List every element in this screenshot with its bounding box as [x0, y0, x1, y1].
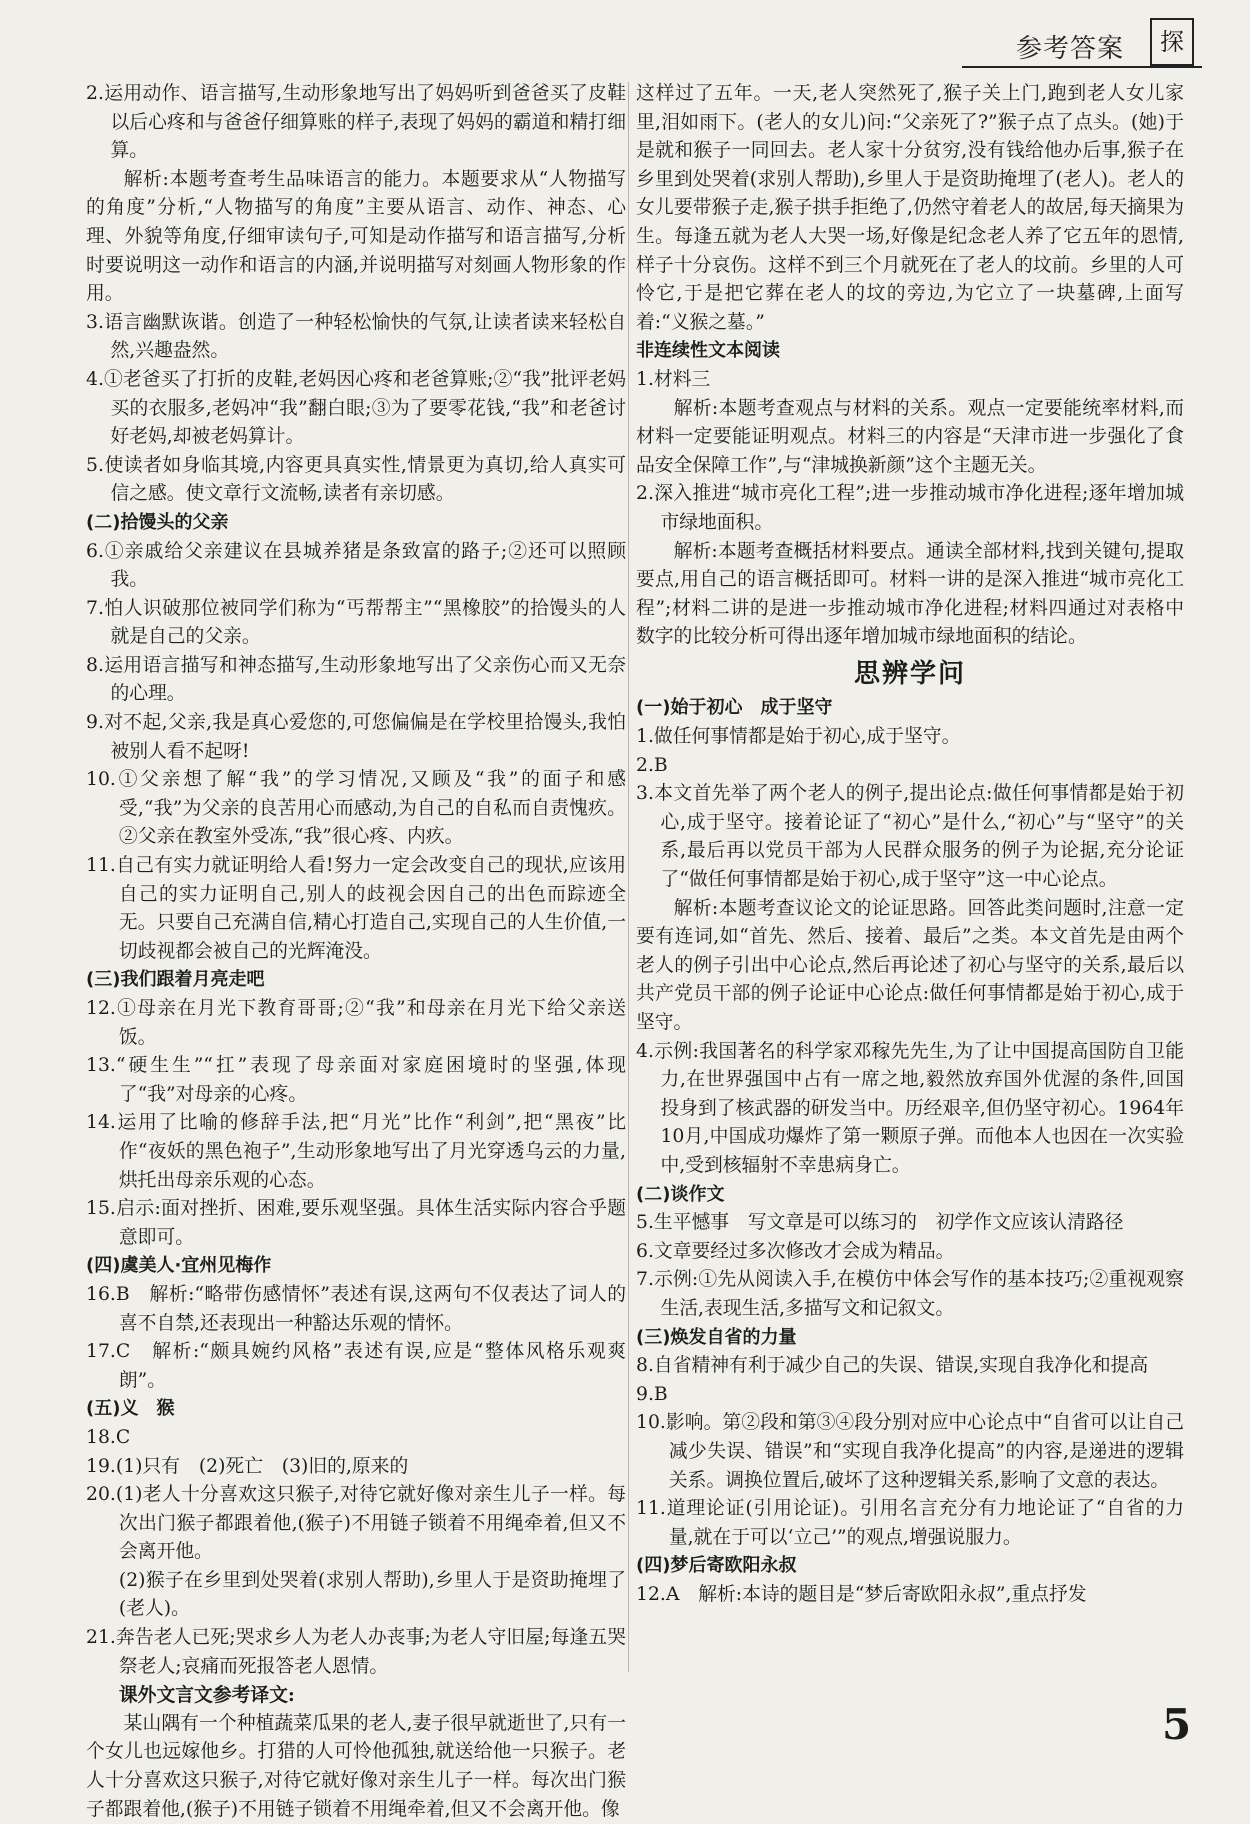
section-heading-5: (五)义 猴 [86, 1398, 175, 1420]
unit-title: 思辨学问 [853, 658, 966, 689]
sb-answer-2: 2.B [636, 754, 668, 776]
answer-9: 9.对不起,父亲,我是真心爱您的,可您偏偏是在学校里拾馒头,我怕被别人看不起呀! [86, 712, 626, 762]
nl-answer-1: 1.材料三 [636, 368, 711, 390]
answer-7: 7.怕人识破那位被同学们称为“丐帮帮主”“黑橡胶”的拾馒头的人就是自己的父亲。 [86, 597, 626, 648]
sb-answer-9: 9.B [636, 1383, 668, 1405]
answer-21: 21.奔告老人已死;哭求乡人为老人办丧事;为老人守旧屋;每逢五哭祭老人;哀痛而死报答老人恩情。 [86, 1627, 626, 1677]
page-header [0, 0, 1250, 80]
sb-answer-5: 5.生平憾事 写文章是可以练习的 初学作文应该认清路径 [636, 1212, 1124, 1234]
sb-answer-10: 10.影响。第②段和第③④段分别对应中心论点中“自省可以让自己减少失误、错误”和“实现自我净化提高”的内容,是递进的逻辑关系。调换位置后,破坏了这种逻辑关系,影响了文意的表达。 [636, 1412, 1184, 1491]
section-heading-1: (一)始于初心 成于坚守 [636, 697, 833, 719]
page-number: 5 [1162, 1700, 1192, 1749]
sb-answer-7: 7.示例:①先从阅读入手,在模仿中体会写作的基本技巧;②重视观察生活,表现生活,多描写文和记叙文。 [636, 1269, 1184, 1319]
answer-10: 10.①父亲想了解“我”的学习情况,又顾及“我”的面子和感受,“我”为父亲的良苦用心而感动,为自己的自私而自责愧疚。②父亲在教室外受冻,“我”很心疼、内疚。 [86, 769, 626, 848]
translation-heading: 课外文言文参考译文: [118, 1684, 295, 1707]
answer-19: 19.(1)只有 (2)死亡 (3)旧的,原来的 [86, 1455, 409, 1477]
answer-16: 16.B 解析:“略带伤感情怀”表述有误,这两句不仅表达了词人的喜不自禁,还表现出一种豁达乐观的情怀。 [86, 1283, 626, 1334]
nl-analysis-1: 解析:本题考查观点与材料的关系。观点一定要能统率材料,而材料一定要能证明观点。材料三的内容是“天津市进一步强化了食品安全保障工作”,与“津城换新颜”这个主题无关。 [636, 397, 1184, 476]
sb-answer-12: 12.A 解析:本诗的题目是“梦后寄欧阳永叔”,重点抒发 [636, 1583, 1087, 1605]
sb-answer-4: 4.示例:我国著名的科学家邓稼先先生,为了让中国提高国防自卫能力,在世界强国中占有一席之地,毅然放弃国外优渥的条件,回国投身到了核武器的研发当中。历经艰辛,但仍坚守初心。1964年10月,中国成功爆炸了第一颗原子弹。而他本人也因在一次实验中,受到核辐射不幸患病身亡。 [636, 1040, 1184, 1176]
translation-continued: 这样过了五年。一天,老人突然死了,猴子关上门,跑到老人女儿家里,泪如雨下。(老人的女儿)问:“父亲死了?”猴子点了点头。(她)于是就和猴子一同回去。老人家十分贫穷,没有钱给他办后事,猴子在乡里到处哭着(求别人帮助),乡里人于是资助掩埋了(老人)。老人的女儿要带猴子走,猴子拱手拒绝了,仍然守着老人的故居,每天摘果为生。每逢五就为老人大哭一场,好像是纪念老人养了它五年的恩情,样子十分哀伤。这样不到三个月就死在了老人的坟前。乡里的人可怜它,于是把它葬在老人的坟的旁边,为它立了一块墓碑,上面写着:“义猴之墓。” [636, 83, 1184, 333]
sb-answer-6: 6.文章要经过多次修改才会成为精品。 [636, 1240, 955, 1262]
sb-analysis-3: 解析:本题考查议论文的论证思路。回答此类问题时,注意一定要有连词,如“首先、然后、接着、最后”之类。本文首先是由两个老人的例子引出中心论点,然后再论述了初心与坚守的关系,最后以共产党员干部的例子论证中心论点:做任何事情都是始于初心,成于坚守。 [636, 897, 1184, 1033]
header-rule [962, 66, 1202, 68]
answer-8: 8.运用语言描写和神态描写,生动形象地写出了父亲伤心而又无奈的心理。 [86, 654, 626, 705]
answer-17: 17.C 解析:“颇具婉约风格”表述有误,应是“整体风格乐观爽朗”。 [86, 1341, 626, 1391]
answer-20-part2: (2)猴子在乡里到处哭着(求别人帮助),乡里人于是资助掩埋了(老人)。 [118, 1569, 626, 1620]
section-heading-4: (四)虞美人·宜州见梅作 [86, 1255, 272, 1277]
analysis-2: 解析:本题考查考生品味语言的能力。本题要求从“人物描写的角度”分析,“人物描写的角度”主要从语言、动作、神态、心理、外貌等角度,仔细审读句子,可知是动作描写和语言描写,分析时要说明这一动作和语言的内涵,并说明描写对刻画人物形象的作用。 [86, 168, 626, 305]
sb-answer-3: 3.本文首先举了两个老人的例子,提出论点:做任何事情都是始于初心,成于坚守。接着论证了“初心”是什么,“初心”与“坚守”的关系,最后再以党员干部为人民群众服务的例子为论据,充分论证了“做任何事情都是始于初心,成于坚守”这一中心论点。 [636, 783, 1184, 891]
answer-2: 2.运用动作、语言描写,生动形象地写出了妈妈听到爸爸买了皮鞋以后心疼和与爸爸仔细算账的样子,表现了妈妈的霸道和精打细算。 [86, 83, 626, 162]
answer-4: 4.①老爸买了打折的皮鞋,老妈因心疼和老爸算账;②“我”批评老妈买的衣服多,老妈冲“我”翻白眼;③为了要零花钱,“我”和老爸讨好老妈,却被老妈算计。 [86, 368, 626, 448]
nl-analysis-2: 解析:本题考查概括材料要点。通读全部材料,找到关键句,提取要点,用自己的语言概括即可。材料一讲的是深入推进“城市亮化工程”;材料二讲的是进一步推动城市净化进程;材料四通过对表格中数字的比较分析可得出逐年增加城市绿地面积的结论。 [636, 540, 1184, 648]
sb-answer-8: 8.自省精神有利于减少自己的失误、错误,实现自我净化和提高 [636, 1355, 1149, 1377]
column-divider [628, 82, 629, 1672]
answer-3: 3.语言幽默诙谐。创造了一种轻松愉快的气氛,让读者读来轻松自然,兴趣盎然。 [86, 311, 626, 362]
section-heading-3: (三)我们跟着月亮走吧 [86, 969, 265, 991]
answer-12: 12.①母亲在月光下教育哥哥;②“我”和母亲在月光下给父亲送饭。 [86, 998, 626, 1048]
section-heading-zx: (三)焕发自省的力量 [636, 1326, 797, 1348]
answer-15: 15.启示:面对挫折、困难,要乐观坚强。具体生活实际内容合乎题意即可。 [86, 1198, 626, 1248]
section-heading-mh: (四)梦后寄欧阳永叔 [636, 1555, 797, 1577]
answer-5: 5.使读者如身临其境,内容更具真实性,情景更为真切,给人真实可信之感。使文章行文流畅,读者有亲切感。 [86, 454, 626, 505]
answer-18: 18.C [86, 1426, 131, 1448]
right-column [636, 80, 1184, 1609]
nl-answer-2: 2.深入推进“城市亮化工程”;进一步推动城市净化进程;逐年增加城市绿地面积。 [636, 483, 1184, 533]
header-title: 参考答案 [1016, 34, 1125, 64]
answer-20: 20.(1)老人十分喜欢这只猴子,对待它就好像对亲生儿子一样。每次出门猴子都跟着他,(猴子)不用链子锁着不用绳牵着,但又不会离开他。 [86, 1484, 626, 1563]
answer-14: 14.运用了比喻的修辞手法,把“月光”比作“利剑”,把“黑夜”比作“夜妖的黑色袍子”,生动形象地写出了月光穿透乌云的力量,烘托出母亲乐观的心态。 [86, 1112, 626, 1191]
answer-6: 6.①亲戚给父亲建议在县城养猪是条致富的路子;②还可以照顾我。 [86, 540, 626, 591]
translation-text: 某山隅有一个种植蔬菜瓜果的老人,妻子很早就逝世了,只有一个女儿也远嫁他乡。打猎的人可怜他孤独,就送给他一只猴子。老人十分喜欢这只猴子,对待它就好像对亲生儿子一样。每次出门猴子都跟着他,(猴子)不用链子锁着不用绳牵着,但又不会离开他。像 [86, 1712, 626, 1820]
sb-answer-1: 1.做任何事情都是始于初心,成于坚守。 [636, 726, 961, 748]
section-heading-zw: (二)谈作文 [636, 1183, 725, 1205]
section-heading-nonlinear: 非连续性文本阅读 [636, 340, 780, 362]
answer-11: 11.自己有实力就证明给人看!努力一定会改变自己的现状,应该用自己的实力证明自己,别人的歧视会因自己的出色而踪迹全无。只要自己充满自信,精心打造自己,实现自己的人生价值,一切歧视都会被自己的光辉淹没。 [86, 855, 626, 962]
answer-13: 13.“硬生生”“扛”表现了母亲面对家庭困境时的坚强,体现了“我”对母亲的心疼。 [86, 1055, 626, 1105]
left-column [86, 80, 626, 1824]
book-logo-icon: 探 [1150, 18, 1194, 66]
section-heading-2: (二)拾馒头的父亲 [86, 511, 229, 533]
sb-answer-11: 11.道理论证(引用论证)。引用名言充分有力地论证了“自省的力量,就在于可以‘立己’”的观点,增强说服力。 [636, 1498, 1184, 1548]
